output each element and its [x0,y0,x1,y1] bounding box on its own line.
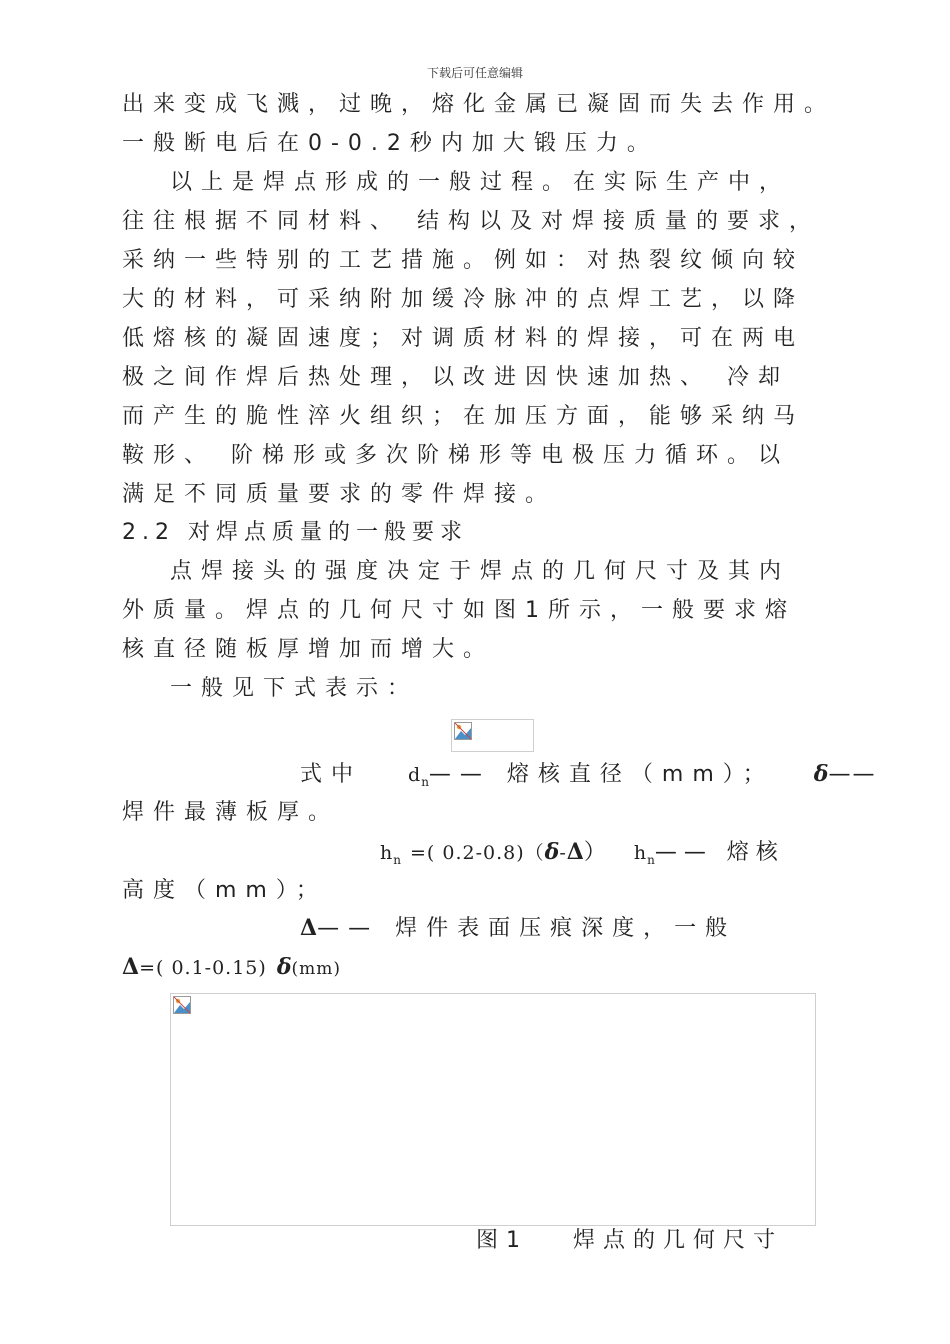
broken-image-icon [454,722,472,740]
text-line: 往往根据不同材料、 结构以及对焊接质量的要求， [122,209,820,234]
dn-symbol: $d_n$ [408,764,429,789]
Delta-symbol: Δ [566,839,584,865]
delta-symbol: δ [813,761,829,787]
Delta-formula: =( 0.1-0.15) [139,957,267,979]
text-line: 满足不同质量要求的零件焊接。 [122,482,557,507]
figure-caption: 图1 焊点的几何尺寸 [476,1228,783,1253]
delta-symbol: δ [544,839,560,865]
Delta-symbol: Δ [300,915,318,941]
text-line: 采纳一些特别的工艺措施。例如：对热裂纹倾向较 [122,248,805,273]
text-line: 极之间作焊后热处理，以改进因快速加热、 冷却 [122,365,789,390]
text-line: 以上是焊点形成的一般过程。在实际生产中， [170,170,791,195]
text-line: 焊件最薄板厚。 [122,800,340,825]
text-line: 高度（mm）； [122,878,327,903]
text-line: 一般见下式表示： [170,676,419,701]
formula-image [451,719,534,752]
formula-where-line [300,759,876,789]
minus-sign: - [559,842,567,864]
close-paren: ） [583,840,608,865]
delta-symbol: δ [276,954,292,980]
text-line: 核直径随板厚增加而增大。 [122,637,495,662]
dn-description: —— 熔核直径（mm）； [428,762,774,787]
page-header: 下载后可任意编辑 [426,66,523,80]
text-line: 大的材料，可采纳附加缓冷脉冲的点焊工艺，以降 [122,287,805,312]
formula-where-label: 式中 [300,762,363,787]
text-line: 鞍形、 阶梯形或多次阶梯形等电极压力循环。以 [122,443,789,468]
text-line: 点焊接头的强度决定于焊点的几何尺寸及其内 [170,559,791,584]
hn-symbol: $h_n$ [380,842,401,867]
text-line: 外质量。焊点的几何尺寸如图1所示，一般要求熔 [122,598,796,623]
hn-description: —— 熔核 [654,840,785,865]
text-line: 一般断电后在0-0.2秒内加大锻压力。 [122,131,658,156]
hn-symbol-2: $h_n$ [633,842,655,867]
text-line: 而产生的脆性淬火组织；在加压方面，能够采纳马 [122,404,805,429]
text-line: 出来变成飞溅，过晚，熔化金属已凝固而失去作用。 [122,92,836,117]
text-line: 低熔核的凝固速度；对调质材料的焊接，可在两电 [122,326,805,351]
Delta-description-line [300,913,736,943]
Delta-formula-line [122,952,341,982]
broken-image-icon [173,996,191,1014]
section-heading: 2.2 对焊点质量的一般要求 [122,520,468,545]
figure-1-image [170,993,816,1226]
Delta-symbol: Δ [122,954,140,980]
hn-formula-line [380,837,785,867]
delta-dash: —— [828,762,877,787]
hn-formula: =( 0.2-0.8)（ [409,842,545,864]
Delta-description: —— 焊件表面压痕深度，一般 [317,916,737,941]
unit-mm: (mm) [291,959,342,979]
